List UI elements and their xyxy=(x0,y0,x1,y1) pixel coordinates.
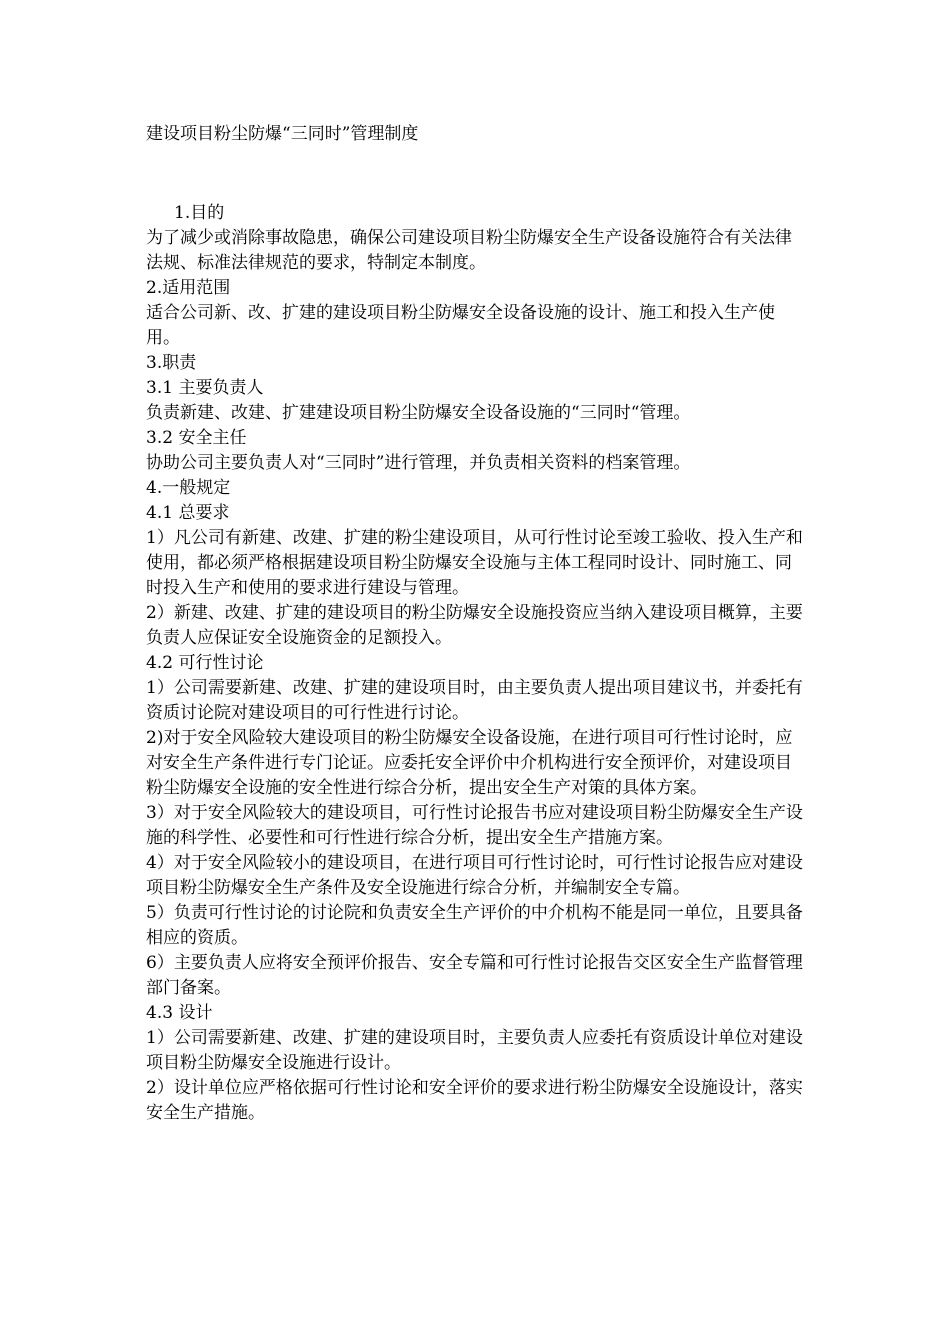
section-heading: 4.2 可行性讨论 xyxy=(146,653,264,673)
paragraph: 2)对于安全风险较大建设项目的粉尘防爆安全设备设施，在进行项目可行性讨论时，应对安全生产条件进行专门论证。应委托安全评价中介机构进行安全预评价，对建设项目粉尘防爆安全设施的安全性进行综合分析，提出安全生产对策的具体方案。 xyxy=(146,728,793,798)
paragraph: 协助公司主要负责人对“三同时”进行管理，并负责相关资料的档案管理。 xyxy=(146,453,691,473)
section-heading: 3.1 主要负责人 xyxy=(146,378,264,398)
section-heading: 1.目的 xyxy=(174,203,225,223)
section-heading: 4.1 总要求 xyxy=(146,503,230,523)
paragraph: 2）新建、改建、扩建的建设项目的粉尘防爆安全设施投资应当纳入建设项目概算，主要负责人应保证安全设施资金的足额投入。 xyxy=(146,603,803,648)
paragraph: 负责新建、改建、扩建建设项目粉尘防爆安全设备设施的“三同时“管理。 xyxy=(146,403,691,423)
section-heading: 4.一般规定 xyxy=(146,478,231,498)
paragraph: 5）负责可行性讨论的讨论院和负责安全生产评价的中介机构不能是同一单位，且要具备相应的资质。 xyxy=(146,903,803,948)
paragraph: 4）对于安全风险较小的建设项目，在进行项目可行性讨论时，可行性讨论报告应对建设项目粉尘防爆安全生产条件及安全设施进行综合分析，并编制安全专篇。 xyxy=(146,853,803,898)
document-sections xyxy=(146,201,806,1126)
paragraph: 1）凡公司有新建、改建、扩建的粉尘建设项目，从可行性讨论至竣工验收、投入生产和使用，都必须严格根据建设项目粉尘防爆安全设施与主体工程同时设计、同时施工、同时投入生产和使用的要求进行建设与管理。 xyxy=(146,528,803,598)
document-body xyxy=(146,122,806,1126)
paragraph: 6）主要负责人应将安全预评价报告、安全专篇和可行性讨论报告交区安全生产监督管理部门备案。 xyxy=(146,953,803,998)
section-heading: 2.适用范围 xyxy=(146,278,231,298)
paragraph: 适合公司新、改、扩建的建设项目粉尘防爆安全设备设施的设计、施工和投入生产使用。 xyxy=(146,303,775,348)
section-heading: 3.职责 xyxy=(146,353,197,373)
paragraph: 3）对于安全风险较大的建设项目，可行性讨论报告书应对建设项目粉尘防爆安全生产设施的科学性、必要性和可行性进行综合分析，提出安全生产措施方案。 xyxy=(146,803,803,848)
document-title: 建设项目粉尘防爆“三同时”管理制度 xyxy=(146,124,419,144)
section-heading: 3.2 安全主任 xyxy=(146,428,247,448)
paragraph: 1）公司需要新建、改建、扩建的建设项目时，由主要负责人提出项目建议书，并委托有资质讨论院对建设项目的可行性进行讨论。 xyxy=(146,678,803,723)
paragraph: 2）设计单位应严格依据可行性讨论和安全评价的要求进行粉尘防爆安全设施设计，落实安全生产措施。 xyxy=(146,1078,803,1123)
section-heading: 4.3 设计 xyxy=(146,1003,213,1023)
paragraph: 1）公司需要新建、改建、扩建的建设项目时，主要负责人应委托有资质设计单位对建设项目粉尘防爆安全设施进行设计。 xyxy=(146,1028,803,1073)
title-spacer xyxy=(146,147,806,201)
paragraph: 为了减少或消除事故隐患，确保公司建设项目粉尘防爆安全生产设备设施符合有关法律法规、标准法律规范的要求，特制定本制度。 xyxy=(146,228,792,273)
